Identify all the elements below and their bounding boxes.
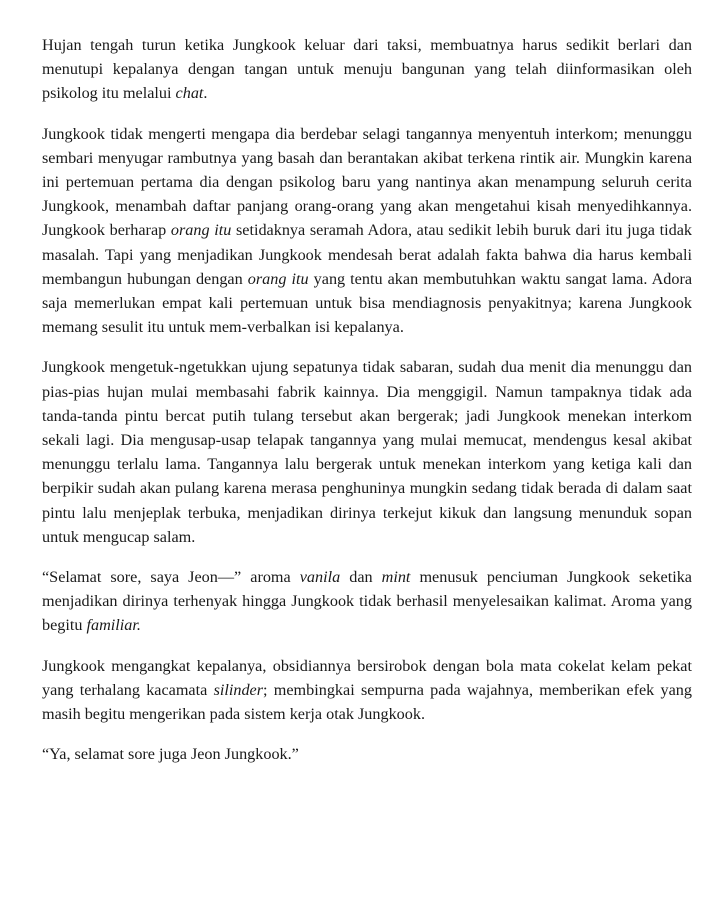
text-run: menusuk penciuman Jungkook seketika menjadikan dirinya terhenyak hingga Jungkook tidak berhasil menyelesaikan kalimat. Aroma yang begitu [42,568,692,635]
text-run: “Selamat sore, saya Jeon—” aroma [42,568,300,587]
document-page [42,33,692,782]
paragraph [42,742,692,766]
text-run: yang tentu akan membutuhkan waktu sangat lama. Adora saja memerlukan empat kali pertemuan untuk bisa mendiagnosis penyakitnya; karena Jungkook memang sesulit itu untuk mem-verbalkan isi kepalanya. [42,269,693,337]
italic-text: vanila [299,568,341,587]
paragraph [42,33,692,106]
italic-text: familiar. [86,616,141,635]
text-run: . [203,84,208,103]
paragraph [42,122,692,340]
text-run: Hujan tengah turun ketika Jungkook keluar dari taksi, membuatnya harus sedikit berlari dan menutupi kepalanya dengan tangan untuk menuju bangunan yang telah diinformasikan oleh psikolog itu melalui [42,36,692,103]
text-run: Jungkook tidak mengerti mengapa dia berdebar selagi tangannya menyentuh interkom; menunggu sembari menyugar rambutnya yang basah dan berantakan akibat terkena rintik air. Mungkin karena ini pertemuan pertama dia dengan psikolog baru yang nantinya akan menampung seluruh cerita Jungkook, menambah daftar panjang orang-orang yang akan mengetahui kisah menyedihkannya. Jungkook berharap [42,124,692,240]
paragraph [42,355,692,549]
text-run: Jungkook mengangkat kepalanya, obsidiannya bersirobok dengan bola mata cokelat kelam pekat yang terhalang kacamata [42,656,692,699]
italic-text: chat [175,84,204,103]
italic-text: orang itu [247,269,309,288]
paragraph [42,565,692,638]
text-run: Jungkook mengetuk-ngetukkan ujung sepatunya tidak sabaran, sudah dua menit dia menunggu dan pias-pias hujan mulai membasahi fabrik kainnya. Dia menggigil. Namun tampaknya tidak ada tanda-tanda pintu bercat putih tulang tersebut akan bergerak; jadi Jungkook menekan interkom sekali lagi. Dia mengusap-usap telapak tangannya yang mulai memucat, mendengus kesal akibat menunggu terlalu lama. Tangannya lalu bergerak untuk menekan interkom yang ketiga kali dan berpikir sudah akan pulang karena merasa penghuninya mungkin sedang tidak berada di dalam saat pintu lalu menjeplak terbuka, menjadikan dirinya terkejut kikuk dan langsung menunduk sopan untuk mengucap salam. [42,358,692,546]
italic-text: mint [381,568,411,587]
text-run: setidaknya seramah Adora, atau sedikit lebih buruk dari itu juga tidak masalah. Tapi yang menjadikan Jungkook mendesah berat adalah fakta bahwa dia harus kembali membangun hubungan dengan [42,221,693,288]
italic-text: silinder [213,680,264,699]
text-run: “Ya, selamat sore juga Jeon Jungkook.” [42,745,299,764]
text-run: dan [340,568,382,587]
paragraph [42,654,692,727]
italic-text: orang itu [170,221,232,240]
text-run: ; membingkai sempurna pada wajahnya, memberikan efek yang masih begitu mengerikan pada sistem kerja otak Jungkook. [42,680,692,724]
